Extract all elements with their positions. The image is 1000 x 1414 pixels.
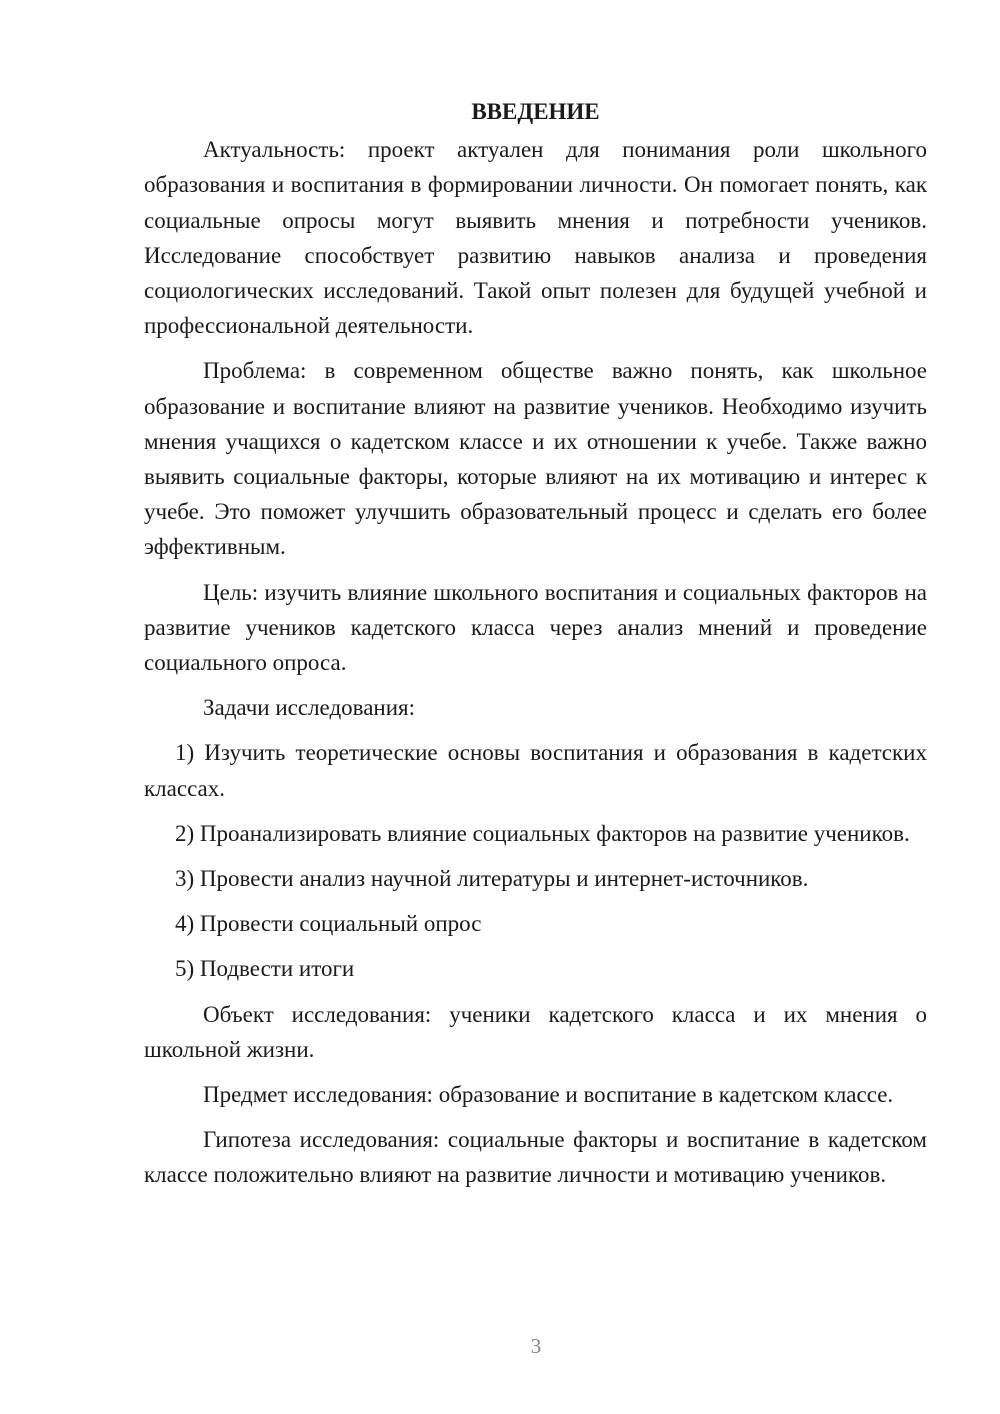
tasks-heading: Задачи исследования: xyxy=(203,695,416,721)
task-item-3: 3) Провести анализ научной литературы и интернет-источников. xyxy=(175,866,809,892)
goal-paragraph: Цель: изучить влияние школьного воспитания и социальных факторов на развитие учеников кадетского класса через анализ мнений и проведение социального опроса. xyxy=(144,579,927,676)
task-item-4: 4) Провести социальный опрос xyxy=(175,911,482,937)
page-content xyxy=(144,94,927,1203)
problem-paragraph: Проблема: в современном обществе важно понять, как школьное образование и воспитание влияют на развитие учеников. Необходимо изучить мнения учащихся о кадетском классе и их отношении к учебе. Также важно выявить социальные факторы, которые влияют на их мотивацию и интерес к учебе. Это поможет улучшить образовательный процесс и сделать его более эффективным. xyxy=(144,358,927,560)
relevance-paragraph: Актуальность: проект актуален для понимания роли школьного образования и воспитания в формировании личности. Он помогает понять, как социальные опросы могут выявить мнения и потребности учеников. Исследование способствует развитию навыков анализа и проведения социологических исследований. Такой опыт полезен для будущей учебной и профессиональной деятельности. xyxy=(144,137,927,339)
page-number: 3 xyxy=(530,1334,542,1358)
task-item-1: 1) Изучить теоретические основы воспитания и образования в кадетских классах. xyxy=(144,740,927,801)
object-paragraph: Объект исследования: ученики кадетского класса и их мнения о школьной жизни. xyxy=(144,1001,927,1062)
task-item-2: 2) Проанализировать влияние социальных факторов на развитие учеников. xyxy=(175,820,910,846)
section-title: ВВЕДЕНИЕ xyxy=(471,99,600,124)
task-item-5: 5) Подвести итоги xyxy=(175,956,355,982)
hypothesis-paragraph: Гипотеза исследования: социальные факторы и воспитание в кадетском классе положительно влияют на развитие личности и мотивацию учеников. xyxy=(144,1127,927,1188)
subject-paragraph: Предмет исследования: образование и воспитание в кадетском классе. xyxy=(203,1082,894,1108)
